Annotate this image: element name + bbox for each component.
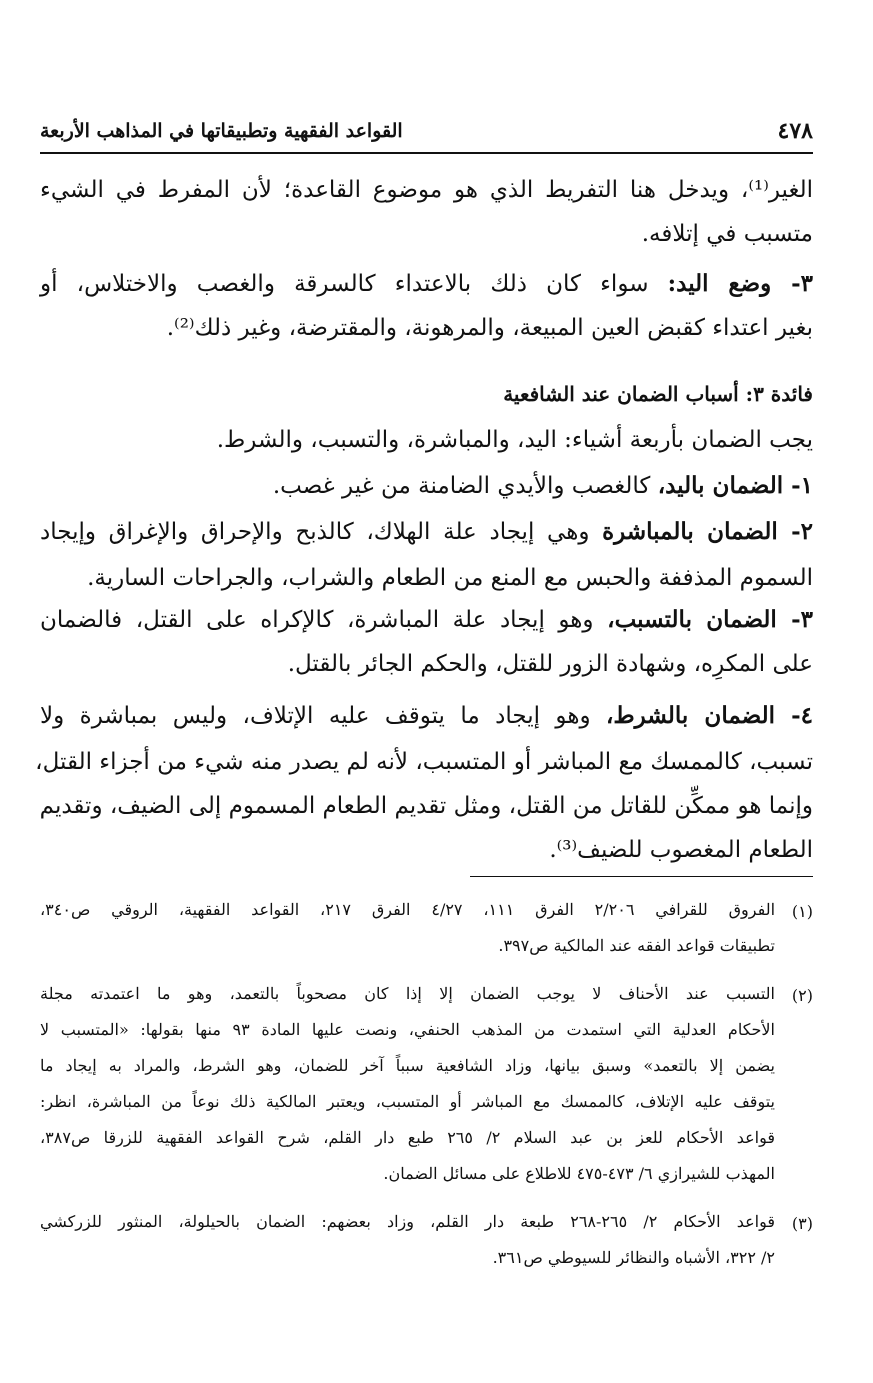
footnote-line: الفروق للقرافي ٢/٢٠٦ الفرق ١١١، ٤/٢٧ الفرق ٢١٧، القواعد الفقهية، الروقي ص٣٤٠،: [40, 900, 776, 919]
page-number: ٤٧٨: [777, 118, 813, 144]
paragraph-line: متسبب في إتلافه.: [641, 221, 813, 247]
footnote-number: (٢): [791, 986, 813, 1005]
paragraph-line: [40, 262, 813, 306]
term-bold: ٤- الضمان بالشرط،: [605, 702, 813, 729]
running-header: [40, 112, 813, 154]
footnote-number: (٣): [791, 1214, 813, 1233]
header-title: القواعد الفقهية وتطبيقاتها في المذاهب الأربعة: [40, 120, 403, 142]
paragraph-line: وإنما هو ممكِّن للقاتل من القتل، ومثل تقديم الطعام المسموم إلى الضيف، وتقديم: [39, 793, 813, 819]
paragraph-line: السموم المذففة والحبس مع المنع من الطعام والشراب، والجراحات السارية.: [87, 565, 813, 591]
paragraph-line: الطعام المغصوب للضيف⁽³⁾.: [549, 837, 813, 863]
list-item: [40, 694, 813, 738]
footnote-line: يضمن إلا بالتعمد» وسبق بيانها، وزاد الشافعية سبباً آخر للضمان، وهو الشرط، والمراد به إيجاد ما: [40, 1056, 776, 1075]
footnote-line: المهذب للشيرازي ٦/ ٤٧٣-٤٧٥ للاطلاع على مسائل الضمان.: [383, 1164, 775, 1183]
text-span: وهي إيجاد علة الهلاك، كالذبح والإحراق والإغراق وإيجاد: [40, 519, 603, 545]
term-bold: ٣- وضع اليد:: [667, 270, 813, 297]
paragraph-line: على المكرِه، وشهادة الزور للقتل، والحكم الجائر بالقتل.: [287, 651, 813, 677]
term-bold: ١- الضمان باليد،: [657, 472, 813, 499]
footnote-separator: [470, 876, 813, 877]
footnote-line: الأحكام العدلية التي استمدت من المذهب الحنفي، ونصت عليها المادة ٩٣ منها بقولها: «المتسبب لا: [40, 1020, 776, 1039]
list-item: [40, 510, 813, 554]
list-item: [273, 464, 813, 508]
footnote-line: يتوقف عليه الإتلاف، كالممسك مع المباشر أو المتسبب، ويعتبر المالكية ذلك نوعاً من المباشرة، انظر:: [40, 1092, 775, 1111]
text-span: سواء كان ذلك بالاعتداء كالسرقة والغصب والاختلاس، أو: [40, 271, 668, 297]
section-heading: [503, 372, 813, 416]
footnote-line: ٢/ ٣٢٢، الأشباه والنظائر للسيوطي ص٣٦١.: [492, 1248, 775, 1267]
list-item: [40, 598, 813, 642]
term-bold: ٣- الضمان بالتسبب،: [607, 606, 813, 633]
footnote-line: تطبيقات قواعد الفقه عند المالكية ص٣٩٧.: [498, 936, 775, 955]
footnote-line: قواعد الأحكام للعز بن عبد السلام ٢/ ٢٦٥ طبع دار القلم، شرح القواعد الفقهية للزرقا ص٣٨٧،: [40, 1128, 775, 1147]
text-span: وهو إيجاد علة المباشرة، كالإكراه على القتل، فالضمان: [40, 607, 608, 633]
paragraph-line: الغير⁽¹⁾، ويدخل هنا التفريط الذي هو موضوع القاعدة؛ لأن المفرط في الشيء: [40, 177, 813, 203]
term-bold: ٢- الضمان بالمباشرة: [602, 518, 813, 545]
paragraph-line: تسبب، كالممسك مع المباشر أو المتسبب، لأنه لم يصدر منه شيء من أجزاء القتل،: [35, 749, 813, 775]
heading-text: فائدة ٣: أسباب الضمان عند الشافعية: [503, 382, 813, 406]
text-span: كالغصب والأيدي الضامنة من غير غصب.: [272, 473, 658, 499]
paragraph-line: يجب الضمان بأربعة أشياء: اليد، والمباشرة، والتسبب، والشرط.: [216, 427, 813, 453]
text-span: وهو إيجاد ما يتوقف عليه الإتلاف، وليس بمباشرة ولا: [40, 703, 606, 729]
footnote-line: التسبب عند الأحناف لا يوجب الضمان إلا إذا كان مصحوباً بالتعمد، وهو ما اعتمدته مجلة: [40, 984, 775, 1003]
footnote-number: (١): [791, 902, 813, 921]
paragraph-line: بغير اعتداء كقبض العين المبيعة، والمرهونة، والمقترضة، وغير ذلك⁽²⁾.: [166, 315, 813, 341]
footnote-line: قواعد الأحكام ٢/ ٢٦٥-٢٦٨ طبعة دار القلم، وزاد بعضهم: الضمان بالحيلولة، المنثور للزركشي: [40, 1212, 776, 1231]
